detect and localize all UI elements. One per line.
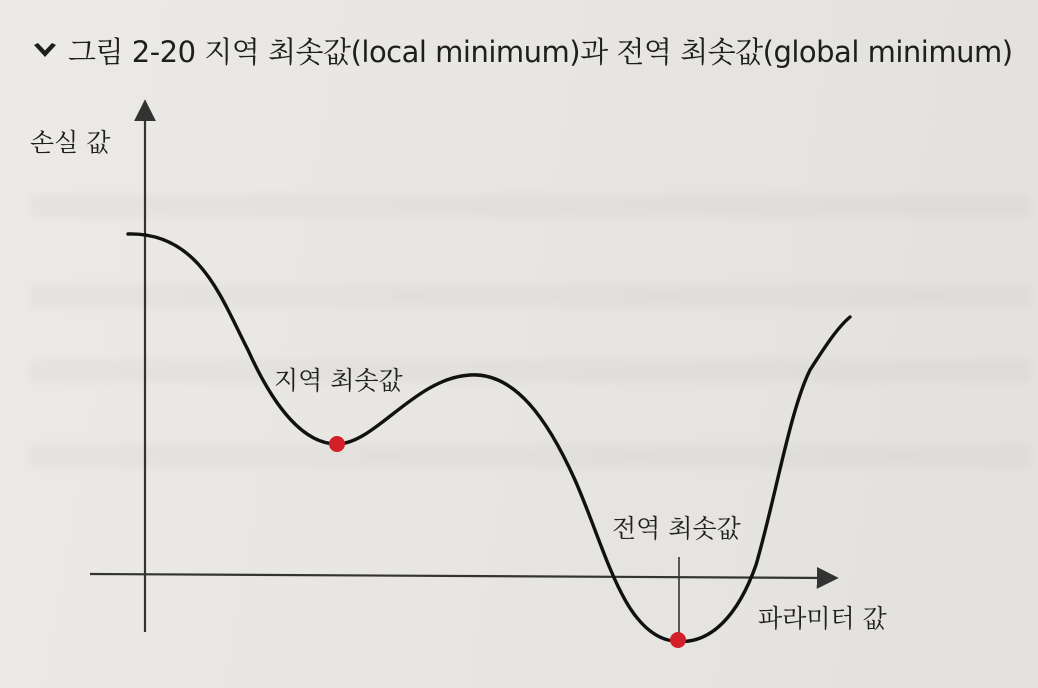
x-axis <box>90 574 830 578</box>
local-minimum-label: 지역 최솟값 <box>274 366 403 395</box>
x-axis-label: 파라미터 값 <box>758 604 887 633</box>
loss-curve <box>128 234 850 642</box>
global-minimum-marker <box>670 632 686 648</box>
figure-caption-text: 그림 2-20 지역 최솟값(local minimum)과 전역 최솟값(global minimum) <box>68 35 1013 69</box>
y-axis-label: 손실 값 <box>30 128 111 157</box>
global-minimum-label: 전역 최솟값 <box>612 514 741 543</box>
local-minimum-marker <box>329 436 345 452</box>
